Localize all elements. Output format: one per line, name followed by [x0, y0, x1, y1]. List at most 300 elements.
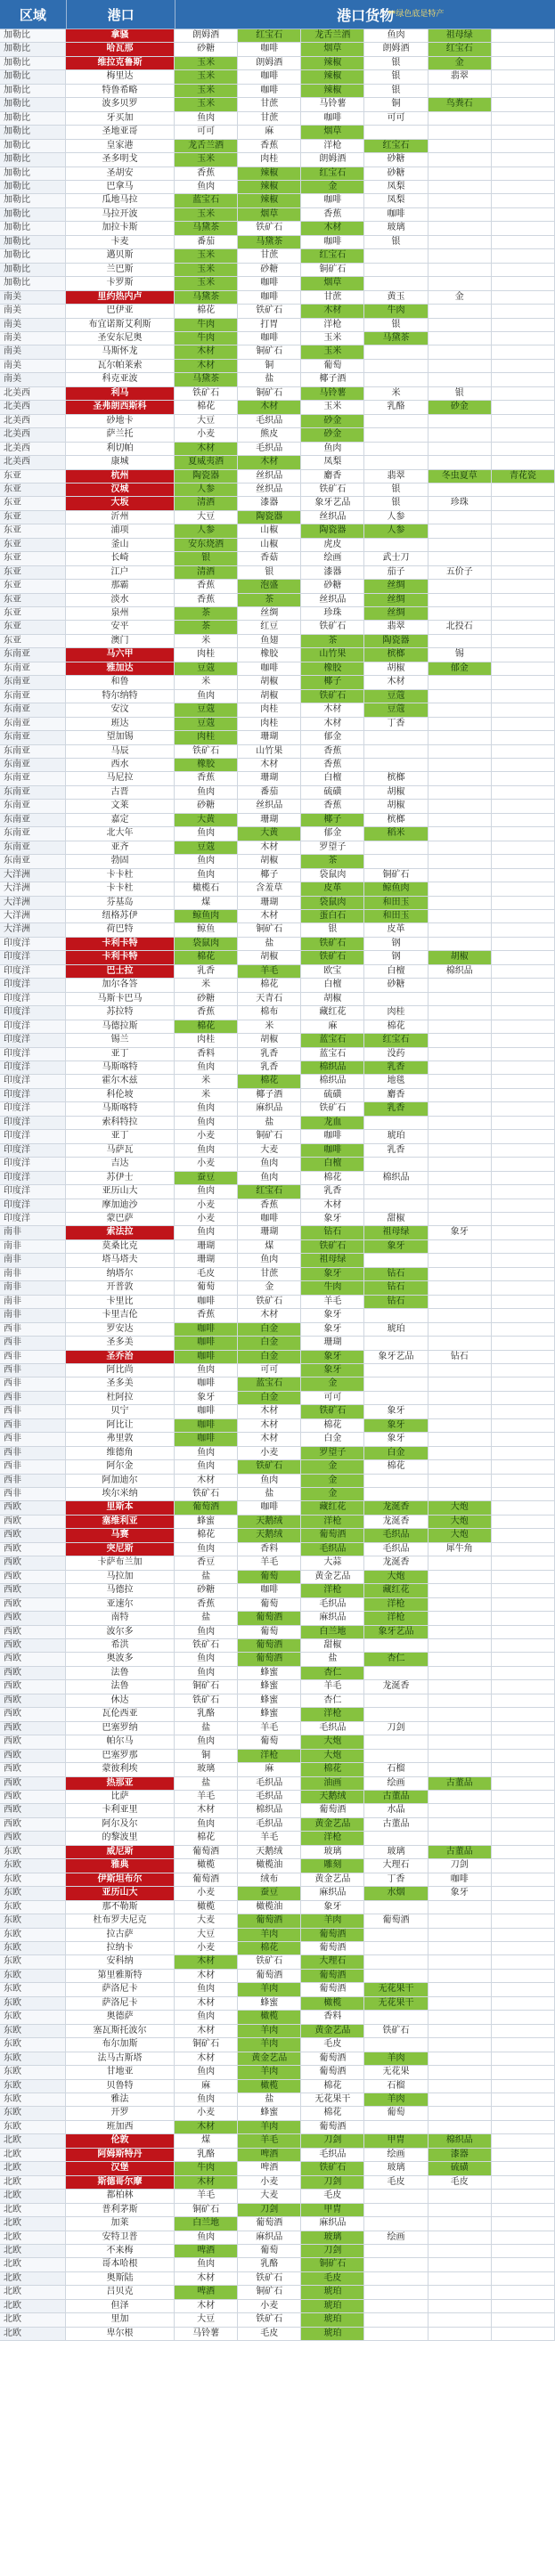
goods-cell[interactable]	[428, 1034, 492, 1046]
port-cell[interactable]: 梅里达	[66, 70, 175, 83]
goods-cell-specialty[interactable]: 玉米	[175, 249, 238, 262]
goods-cell-specialty[interactable]: 稻米	[364, 827, 428, 840]
goods-cell[interactable]	[492, 1543, 555, 1556]
goods-cell-specialty[interactable]: 辣椒	[238, 194, 301, 207]
goods-cell-specialty[interactable]: 木材	[238, 401, 301, 413]
region-cell[interactable]: 东南亚	[0, 814, 66, 826]
goods-cell[interactable]	[428, 1061, 492, 1074]
goods-cell[interactable]: 咖啡	[238, 1584, 301, 1597]
goods-cell[interactable]: 香蕉	[301, 759, 364, 771]
goods-cell[interactable]	[364, 2272, 428, 2285]
goods-cell[interactable]: 蜂蜜	[238, 1694, 301, 1707]
goods-cell[interactable]	[492, 1296, 555, 1308]
goods-cell[interactable]	[364, 1309, 428, 1321]
goods-cell[interactable]	[364, 1929, 428, 1941]
goods-cell[interactable]: 木材	[238, 759, 301, 771]
port-cell[interactable]: 芬基岛	[66, 897, 175, 909]
region-cell[interactable]: 加勒比	[0, 126, 66, 138]
goods-cell[interactable]	[492, 319, 555, 331]
goods-cell[interactable]	[428, 855, 492, 867]
goods-cell[interactable]: 木材	[175, 1804, 238, 1816]
port-cell[interactable]: 那霸	[66, 580, 175, 592]
goods-cell-specialty[interactable]: 木材	[175, 2176, 238, 2189]
goods-cell[interactable]: 鱼肉	[175, 1117, 238, 1129]
region-cell[interactable]: 西非	[0, 1475, 66, 1487]
goods-cell[interactable]	[492, 607, 555, 620]
goods-cell-specialty[interactable]: 红宝石	[238, 29, 301, 42]
region-cell[interactable]: 南非	[0, 1268, 66, 1280]
goods-cell[interactable]: 翡翠	[364, 470, 428, 483]
port-cell[interactable]: 塔马塔夫	[66, 1254, 175, 1266]
region-cell[interactable]: 北美西	[0, 456, 66, 468]
goods-cell[interactable]	[428, 1185, 492, 1198]
goods-cell[interactable]: 玉米	[301, 332, 364, 345]
goods-cell[interactable]: 没药	[364, 1048, 428, 1060]
goods-cell[interactable]: 木材	[238, 1419, 301, 1432]
port-cell[interactable]: 和鲁	[66, 676, 175, 688]
goods-cell[interactable]: 香蕉	[301, 745, 364, 758]
port-cell-capital[interactable]: 汉城	[66, 484, 175, 496]
goods-cell[interactable]	[492, 965, 555, 978]
goods-cell[interactable]: 珍珠	[428, 497, 492, 509]
goods-cell-specialty[interactable]: 蚕豆	[238, 1887, 301, 1899]
region-cell[interactable]: 南美	[0, 345, 66, 358]
goods-cell[interactable]	[492, 2231, 555, 2244]
goods-cell[interactable]: 棉花	[301, 1419, 364, 1432]
goods-cell[interactable]	[364, 1735, 428, 1748]
goods-cell[interactable]: 羊毛	[238, 1556, 301, 1569]
port-cell[interactable]: 吉达	[66, 1158, 175, 1170]
goods-cell[interactable]: 葡萄酒	[364, 1914, 428, 1927]
goods-cell[interactable]: 银	[238, 566, 301, 579]
goods-cell-specialty[interactable]: 羊肉	[364, 2093, 428, 2106]
goods-cell[interactable]: 漆器	[301, 566, 364, 579]
goods-cell[interactable]	[428, 1763, 492, 1776]
goods-cell[interactable]	[492, 2258, 555, 2271]
goods-cell-specialty[interactable]: 毛织品	[364, 1529, 428, 1541]
goods-cell[interactable]: 铜矿石	[238, 345, 301, 358]
goods-cell[interactable]	[492, 841, 555, 854]
port-cell-capital[interactable]: 利马	[66, 387, 175, 400]
goods-cell[interactable]: 毛织品	[301, 2149, 364, 2161]
goods-cell[interactable]	[428, 1667, 492, 1679]
goods-cell[interactable]	[492, 1117, 555, 1129]
port-cell[interactable]: 望加锡	[66, 731, 175, 744]
goods-cell[interactable]: 鱼肉	[238, 1254, 301, 1266]
goods-cell[interactable]	[428, 222, 492, 234]
goods-cell[interactable]: 胡椒	[238, 1034, 301, 1046]
goods-cell-specialty[interactable]: 钻石	[364, 1296, 428, 1308]
goods-cell-specialty[interactable]: 棉花	[175, 1020, 238, 1033]
goods-cell[interactable]: 木材	[175, 2300, 238, 2312]
goods-cell[interactable]	[428, 1460, 492, 1473]
goods-cell[interactable]	[364, 2011, 428, 2023]
port-cell[interactable]: 贝宁	[66, 1405, 175, 1418]
region-cell[interactable]: 北美西	[0, 401, 66, 413]
goods-cell[interactable]	[492, 1089, 555, 1101]
region-cell[interactable]: 西欧	[0, 1722, 66, 1735]
goods-cell[interactable]	[492, 635, 555, 647]
region-cell[interactable]: 西欧	[0, 1708, 66, 1720]
goods-cell[interactable]: 藏红花	[301, 1006, 364, 1019]
goods-cell[interactable]	[428, 1584, 492, 1597]
goods-cell-specialty[interactable]: 琥珀	[301, 2313, 364, 2326]
goods-cell[interactable]: 葡萄	[238, 1598, 301, 1611]
goods-cell[interactable]	[428, 1433, 492, 1445]
goods-cell[interactable]	[428, 264, 492, 276]
port-cell[interactable]: 卡卡杜	[66, 869, 175, 882]
goods-cell[interactable]: 咖啡	[428, 1873, 492, 1886]
goods-cell-specialty[interactable]: 马黛茶	[175, 222, 238, 234]
goods-cell[interactable]	[492, 1268, 555, 1280]
region-cell[interactable]: 西非	[0, 1405, 66, 1418]
goods-cell[interactable]	[364, 1254, 428, 1266]
goods-cell[interactable]: 葡萄酒	[301, 2121, 364, 2133]
goods-cell[interactable]: 木材	[175, 1970, 238, 1982]
port-cell[interactable]: 阿尔金	[66, 1460, 175, 1473]
port-cell[interactable]: 波多贝罗	[66, 98, 175, 110]
goods-cell[interactable]: 无花果	[364, 2066, 428, 2078]
port-cell[interactable]: 勃固	[66, 855, 175, 867]
goods-cell[interactable]: 象牙	[301, 1213, 364, 1225]
goods-cell-specialty[interactable]: 陶瓷器	[175, 470, 238, 483]
region-cell[interactable]: 西欧	[0, 1529, 66, 1541]
region-cell[interactable]: 加勒比	[0, 222, 66, 234]
region-cell[interactable]: 东南亚	[0, 745, 66, 758]
goods-cell-specialty[interactable]: 和田玉	[364, 910, 428, 922]
region-cell[interactable]: 西欧	[0, 1501, 66, 1514]
port-cell-capital[interactable]: 大坂	[66, 497, 175, 509]
goods-cell[interactable]	[492, 1612, 555, 1624]
goods-cell[interactable]	[364, 345, 428, 358]
goods-cell[interactable]	[428, 1144, 492, 1157]
goods-cell[interactable]: 毛织品	[301, 1722, 364, 1735]
goods-cell[interactable]	[428, 524, 492, 537]
region-cell[interactable]: 西欧	[0, 1639, 66, 1652]
goods-cell[interactable]: 咖啡	[175, 1296, 238, 1308]
goods-cell[interactable]: 鱼肉	[175, 827, 238, 840]
port-cell[interactable]: 蒙巴萨	[66, 1213, 175, 1225]
port-cell[interactable]: 里加	[66, 2313, 175, 2326]
goods-cell[interactable]: 袋鼠肉	[301, 869, 364, 882]
port-cell[interactable]: 特鲁希略	[66, 85, 175, 97]
goods-cell-specialty[interactable]: 洋枪	[301, 1516, 364, 1528]
goods-cell[interactable]: 鱼肉	[175, 2093, 238, 2106]
goods-cell[interactable]: 丝织品	[238, 470, 301, 483]
port-cell[interactable]: 霍尔木兹	[66, 1075, 175, 1087]
goods-cell-specialty[interactable]: 白兰地	[301, 1626, 364, 1638]
goods-cell[interactable]	[364, 373, 428, 386]
goods-cell-specialty[interactable]: 玉米	[301, 345, 364, 358]
region-cell[interactable]: 东亚	[0, 635, 66, 647]
goods-cell-specialty[interactable]: 辣椒	[238, 181, 301, 193]
goods-cell[interactable]	[428, 993, 492, 1005]
goods-cell-specialty[interactable]: 人参	[175, 484, 238, 496]
goods-cell[interactable]: 珊瑚	[238, 814, 301, 826]
goods-cell[interactable]: 盐	[301, 1653, 364, 1665]
goods-cell[interactable]	[492, 869, 555, 882]
goods-cell[interactable]: 咖啡	[238, 332, 301, 345]
goods-cell[interactable]: 大麦	[238, 2190, 301, 2202]
goods-cell[interactable]: 小麦	[175, 1942, 238, 1954]
port-cell[interactable]: 莫桑比克	[66, 1240, 175, 1253]
goods-cell[interactable]	[428, 635, 492, 647]
port-cell-capital[interactable]: 圣弗朗西斯科	[66, 401, 175, 413]
port-cell[interactable]: 卡罗斯	[66, 277, 175, 289]
port-cell-capital[interactable]: 亚历山大	[66, 1887, 175, 1899]
goods-cell[interactable]	[364, 415, 428, 427]
goods-cell[interactable]: 欧宝	[301, 965, 364, 978]
port-cell[interactable]: 浦项	[66, 524, 175, 537]
goods-cell[interactable]	[492, 1598, 555, 1611]
goods-cell-specialty[interactable]: 郁金	[428, 662, 492, 675]
port-cell[interactable]: 奥斯陆	[66, 2272, 175, 2285]
goods-cell[interactable]: 犀牛角	[428, 1543, 492, 1556]
goods-cell[interactable]: 绘画	[364, 2149, 428, 2161]
goods-cell-specialty[interactable]: 黄金艺品	[301, 2025, 364, 2037]
region-cell[interactable]: 西欧	[0, 1584, 66, 1597]
port-cell-capital[interactable]: 塞维利亚	[66, 1516, 175, 1528]
goods-cell[interactable]	[428, 1309, 492, 1321]
region-cell[interactable]: 西欧	[0, 1516, 66, 1528]
goods-cell-specialty[interactable]: 泡盛	[238, 580, 301, 592]
region-cell[interactable]: 北欧	[0, 2272, 66, 2285]
goods-cell[interactable]: 香菇	[238, 552, 301, 565]
goods-cell[interactable]	[492, 1034, 555, 1046]
goods-cell[interactable]	[492, 594, 555, 606]
port-cell[interactable]: 亚齐	[66, 841, 175, 854]
region-cell[interactable]: 西欧	[0, 1653, 66, 1665]
port-cell[interactable]: 沂州	[66, 511, 175, 524]
goods-cell-specialty[interactable]: 橄榄	[238, 2011, 301, 2023]
port-cell-capital[interactable]: 汉堡	[66, 2162, 175, 2174]
goods-cell[interactable]: 毛织品	[238, 415, 301, 427]
port-cell[interactable]: 拉古萨	[66, 1929, 175, 1941]
goods-cell[interactable]: 香蕉	[175, 167, 238, 180]
goods-cell[interactable]: 鱼肉	[238, 1475, 301, 1487]
goods-cell[interactable]: 鱼肉	[175, 1226, 238, 1239]
goods-cell-specialty[interactable]: 丝绸	[364, 580, 428, 592]
goods-cell[interactable]	[492, 2286, 555, 2298]
goods-cell[interactable]	[492, 1708, 555, 1720]
goods-cell[interactable]	[428, 1955, 492, 1968]
goods-cell[interactable]	[428, 607, 492, 620]
goods-cell[interactable]: 鱼肉	[175, 1061, 238, 1074]
region-cell[interactable]: 北美西	[0, 443, 66, 455]
goods-cell-specialty[interactable]: 葡萄酒	[238, 1639, 301, 1652]
region-cell[interactable]: 东欧	[0, 1887, 66, 1899]
goods-cell[interactable]: 香蕉	[175, 1006, 238, 1019]
goods-cell[interactable]: 白檀	[301, 772, 364, 784]
goods-cell[interactable]: 肉桂	[238, 703, 301, 716]
goods-cell[interactable]	[492, 126, 555, 138]
goods-cell[interactable]: 羊毛	[175, 1791, 238, 1803]
goods-cell[interactable]: 咖啡	[238, 277, 301, 289]
goods-cell-specialty[interactable]: 豆蔻	[364, 703, 428, 716]
goods-cell[interactable]: 乳香	[301, 1185, 364, 1198]
port-cell[interactable]: 安汶	[66, 703, 175, 716]
goods-cell[interactable]: 葡萄酒	[301, 2052, 364, 2065]
goods-cell[interactable]: 煤	[175, 2134, 238, 2147]
goods-cell[interactable]	[428, 1942, 492, 1954]
goods-cell[interactable]: 盐	[238, 938, 301, 950]
goods-cell-specialty[interactable]: 祖母绿	[301, 1254, 364, 1266]
goods-cell[interactable]: 麻织品	[238, 1102, 301, 1115]
goods-cell-specialty[interactable]: 象牙	[301, 1351, 364, 1363]
region-cell[interactable]: 加勒比	[0, 70, 66, 83]
goods-cell[interactable]	[364, 2286, 428, 2298]
goods-cell[interactable]	[492, 1777, 555, 1790]
port-cell[interactable]: 马辰	[66, 745, 175, 758]
goods-cell[interactable]: 麝香	[364, 1089, 428, 1101]
port-cell[interactable]: 杜阿拉	[66, 1392, 175, 1404]
port-cell-capital[interactable]: 里约热内卢	[66, 291, 175, 304]
port-cell[interactable]: 不来梅	[66, 2245, 175, 2257]
goods-cell[interactable]: 木材	[175, 1997, 238, 2010]
goods-cell-specialty[interactable]: 蓝宝石	[175, 194, 238, 207]
goods-cell-specialty[interactable]: 清酒	[175, 566, 238, 579]
goods-cell[interactable]: 鱼肉	[175, 786, 238, 799]
region-cell[interactable]: 西欧	[0, 1832, 66, 1844]
region-cell[interactable]: 北欧	[0, 2217, 66, 2230]
goods-cell[interactable]: 小麦	[238, 1447, 301, 1459]
goods-cell[interactable]: 小麦	[175, 1887, 238, 1899]
goods-cell[interactable]: 银	[364, 85, 428, 97]
goods-cell[interactable]	[428, 1997, 492, 2010]
goods-cell-specialty[interactable]: 水烟	[364, 1887, 428, 1899]
goods-cell[interactable]: 葡萄	[238, 1735, 301, 1748]
goods-cell[interactable]: 小麦	[175, 1199, 238, 1212]
goods-cell[interactable]: 大豆	[175, 511, 238, 524]
goods-cell[interactable]: 胡椒	[238, 855, 301, 867]
goods-cell[interactable]: 乳香	[175, 965, 238, 978]
goods-cell[interactable]	[492, 580, 555, 592]
region-cell[interactable]: 东南亚	[0, 676, 66, 688]
goods-cell[interactable]	[492, 2107, 555, 2119]
goods-cell[interactable]: 葡萄	[238, 1626, 301, 1638]
goods-cell-specialty[interactable]: 咖啡	[175, 1419, 238, 1432]
goods-cell[interactable]	[428, 1750, 492, 1762]
goods-cell[interactable]	[364, 249, 428, 262]
goods-cell-specialty[interactable]: 天鹅绒	[301, 1791, 364, 1803]
goods-cell[interactable]	[428, 153, 492, 166]
region-cell[interactable]: 北欧	[0, 2300, 66, 2312]
goods-cell[interactable]	[364, 841, 428, 854]
port-cell[interactable]: 哥本哈根	[66, 2258, 175, 2271]
port-cell[interactable]: 阿比尚	[66, 1364, 175, 1377]
goods-cell[interactable]	[428, 1268, 492, 1280]
goods-cell[interactable]: 肉桂	[364, 1006, 428, 1019]
goods-cell[interactable]: 麻	[301, 1020, 364, 1033]
goods-cell[interactable]	[492, 1240, 555, 1253]
goods-cell[interactable]	[492, 1337, 555, 1349]
goods-cell[interactable]: 打胃	[238, 319, 301, 331]
port-cell-capital[interactable]: 圣乔治	[66, 1351, 175, 1363]
goods-cell-specialty[interactable]: 肉桂	[175, 731, 238, 744]
port-cell-capital[interactable]: 阿姆斯特丹	[66, 2149, 175, 2161]
goods-cell-specialty[interactable]: 牛肉	[364, 305, 428, 317]
goods-cell[interactable]: 砂糖	[364, 153, 428, 166]
port-cell[interactable]: 拉纳卡	[66, 1942, 175, 1954]
region-cell[interactable]: 北欧	[0, 2258, 66, 2271]
goods-cell[interactable]	[428, 1475, 492, 1487]
port-cell[interactable]: 塞瓦斯托波尔	[66, 2025, 175, 2037]
region-cell[interactable]: 南美	[0, 291, 66, 304]
port-cell-capital[interactable]: 伊斯坦布尔	[66, 1873, 175, 1886]
goods-cell[interactable]: 葡萄酒	[175, 1873, 238, 1886]
goods-cell[interactable]: 朗姆酒	[175, 29, 238, 42]
goods-cell[interactable]	[492, 345, 555, 358]
goods-cell[interactable]: 砂糖	[364, 979, 428, 991]
goods-cell[interactable]	[492, 373, 555, 386]
goods-cell-specialty[interactable]: 铁矿石	[301, 690, 364, 703]
region-cell[interactable]: 东亚	[0, 621, 66, 633]
goods-cell[interactable]: 蜂蜜	[238, 2107, 301, 2119]
goods-cell[interactable]: 椰子酒	[238, 1089, 301, 1101]
port-cell[interactable]: 萨洛尼卡	[66, 1983, 175, 1995]
goods-cell[interactable]	[428, 745, 492, 758]
goods-cell[interactable]	[492, 2134, 555, 2147]
goods-cell[interactable]: 鱼肉	[301, 443, 364, 455]
goods-cell[interactable]	[492, 1929, 555, 1941]
region-cell[interactable]: 东亚	[0, 580, 66, 592]
port-cell[interactable]: 都柏林	[66, 2190, 175, 2202]
goods-cell-specialty[interactable]: 大炮	[428, 1529, 492, 1541]
goods-cell-specialty[interactable]: 玻璃	[301, 2231, 364, 2244]
goods-cell-specialty[interactable]: 红宝石	[238, 1185, 301, 1198]
port-cell[interactable]: 纽格苏伊	[66, 910, 175, 922]
goods-cell[interactable]	[492, 1942, 555, 1954]
goods-cell[interactable]: 煤	[175, 897, 238, 909]
goods-cell[interactable]: 盐	[238, 373, 301, 386]
goods-cell[interactable]	[428, 1680, 492, 1693]
goods-cell-specialty[interactable]: 白金	[238, 1351, 301, 1363]
goods-cell-specialty[interactable]: 金	[301, 181, 364, 193]
goods-cell-specialty[interactable]: 人参	[364, 524, 428, 537]
goods-cell-specialty[interactable]: 铁矿石	[301, 951, 364, 963]
region-cell[interactable]: 加勒比	[0, 112, 66, 125]
port-cell[interactable]: 马德拉斯	[66, 1020, 175, 1033]
goods-cell[interactable]	[492, 1460, 555, 1473]
goods-cell[interactable]: 铁矿石	[238, 1955, 301, 1968]
port-cell[interactable]: 普利茅斯	[66, 2204, 175, 2216]
goods-cell[interactable]	[428, 373, 492, 386]
goods-cell[interactable]: 钢	[364, 938, 428, 950]
goods-cell[interactable]	[492, 1626, 555, 1638]
goods-cell[interactable]: 甘蔗	[238, 249, 301, 262]
goods-cell-specialty[interactable]: 辣椒	[301, 85, 364, 97]
goods-cell[interactable]	[428, 1929, 492, 1941]
goods-cell-specialty[interactable]: 咖啡	[175, 1433, 238, 1445]
goods-cell-specialty[interactable]: 木材	[238, 456, 301, 468]
goods-cell[interactable]	[492, 979, 555, 991]
goods-cell[interactable]	[492, 648, 555, 661]
goods-cell[interactable]	[364, 2121, 428, 2133]
goods-cell[interactable]: 胡椒	[364, 786, 428, 799]
region-cell[interactable]: 北欧	[0, 2231, 66, 2244]
goods-cell-specialty[interactable]: 咖啡	[301, 1144, 364, 1157]
goods-cell[interactable]	[492, 2011, 555, 2023]
region-cell[interactable]: 加勒比	[0, 85, 66, 97]
goods-cell-specialty[interactable]: 硫磺	[428, 2162, 492, 2174]
goods-cell[interactable]: 玻璃	[364, 2162, 428, 2174]
port-cell[interactable]: 砂地卡	[66, 415, 175, 427]
goods-cell[interactable]: 象牙	[301, 1901, 364, 1914]
region-cell[interactable]: 南非	[0, 1281, 66, 1294]
region-cell[interactable]: 西非	[0, 1447, 66, 1459]
goods-cell[interactable]	[364, 1708, 428, 1720]
goods-cell-specialty[interactable]: 古董品	[364, 1791, 428, 1803]
